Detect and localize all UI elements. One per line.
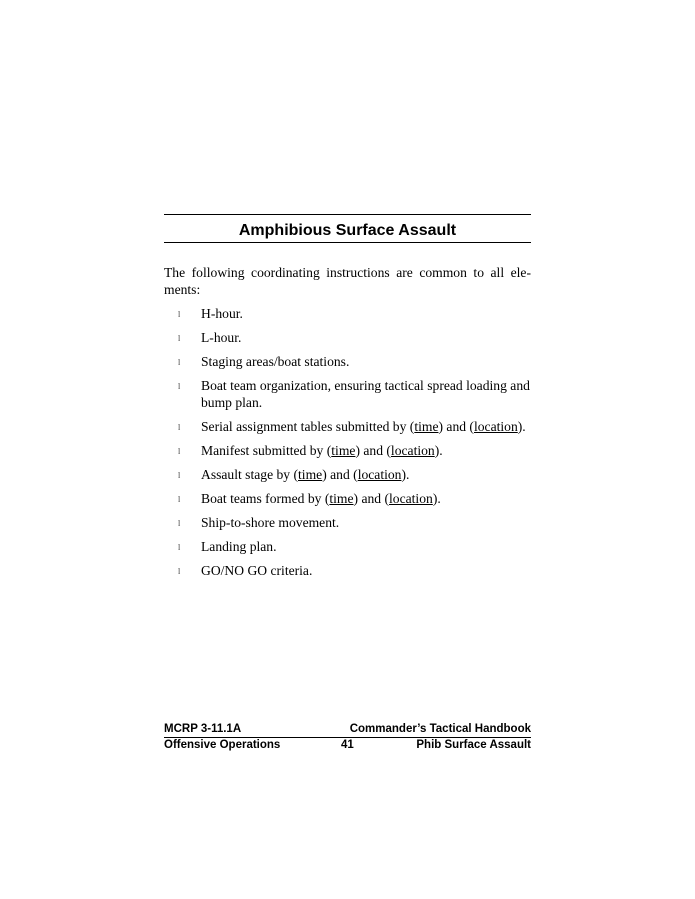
footer-bottom-row [164,738,531,753]
item-text: H-hour. [201,306,243,321]
list-item-text [201,353,531,370]
list-item-text [201,514,531,531]
time-placeholder: time [331,443,356,458]
list-item-text [201,418,531,435]
list-item-text [201,442,531,459]
bullet-icon: l [178,447,181,456]
page-title: Amphibious Surface Assault [238,222,457,239]
list-item-text [201,329,531,346]
list-item-text [201,562,531,579]
bullet-icon: l [178,358,181,367]
location-placeholder: location [357,467,402,482]
item-text: ) and ( [353,491,390,506]
intro-paragraph: The following coordinating instructions are common to all ele-ments: [164,265,531,297]
bullet-icon: l [178,334,181,343]
list-item-text [201,490,531,507]
time-placeholder: time [414,419,439,434]
bullet-icon: l [178,471,181,480]
list-item-text [201,305,531,322]
item-text: L-hour. [201,330,242,345]
location-placeholder: location [390,443,435,458]
list-item-text [201,377,531,411]
item-text: ) and ( [438,419,474,434]
bullet-icon: l [178,310,181,319]
item-text: Boat teams formed by ( [201,491,330,506]
page-footer [164,722,531,753]
bullet-icon: l [178,382,181,391]
bullet-icon: l [178,519,181,528]
item-text: Ship-to-shore movement. [201,515,340,530]
item-text: GO/NO GO criteria. [201,563,313,578]
topic-name: Phib Surface Assault [416,739,531,751]
item-text: ) and ( [322,467,358,482]
location-placeholder: location [389,491,433,506]
bullet-icon: l [178,543,181,552]
section-name: Offensive Operations [164,739,281,751]
item-text: ). [432,491,441,506]
list-item-text [201,466,531,483]
location-placeholder: location [473,419,518,434]
item-text: Staging areas/boat stations. [201,354,350,369]
item-text: ). [401,467,410,482]
bullet-icon: l [178,423,181,432]
time-placeholder: time [298,467,323,482]
item-text: ). [517,419,526,434]
bullet-icon: l [178,567,181,576]
item-text: Manifest submitted by ( [201,443,332,458]
page-number: 41 [341,739,354,751]
item-text: Boat team organization, ensuring tactical spread loading and bump plan. [201,378,530,410]
item-text: Assault stage by ( [201,467,299,482]
publication-number: MCRP 3-11.1A [164,723,242,735]
item-text: ) and ( [355,443,391,458]
item-text: ). [434,443,443,458]
time-placeholder: time [329,491,354,506]
footer-top-row [164,722,531,738]
title-block [164,214,531,243]
list-item-text [201,538,531,555]
bullet-icon: l [178,495,181,504]
item-text: Landing plan. [201,539,277,554]
item-text: Serial assignment tables submitted by ( [201,419,415,434]
handbook-title: Commander’s Tactical Handbook [349,723,531,735]
